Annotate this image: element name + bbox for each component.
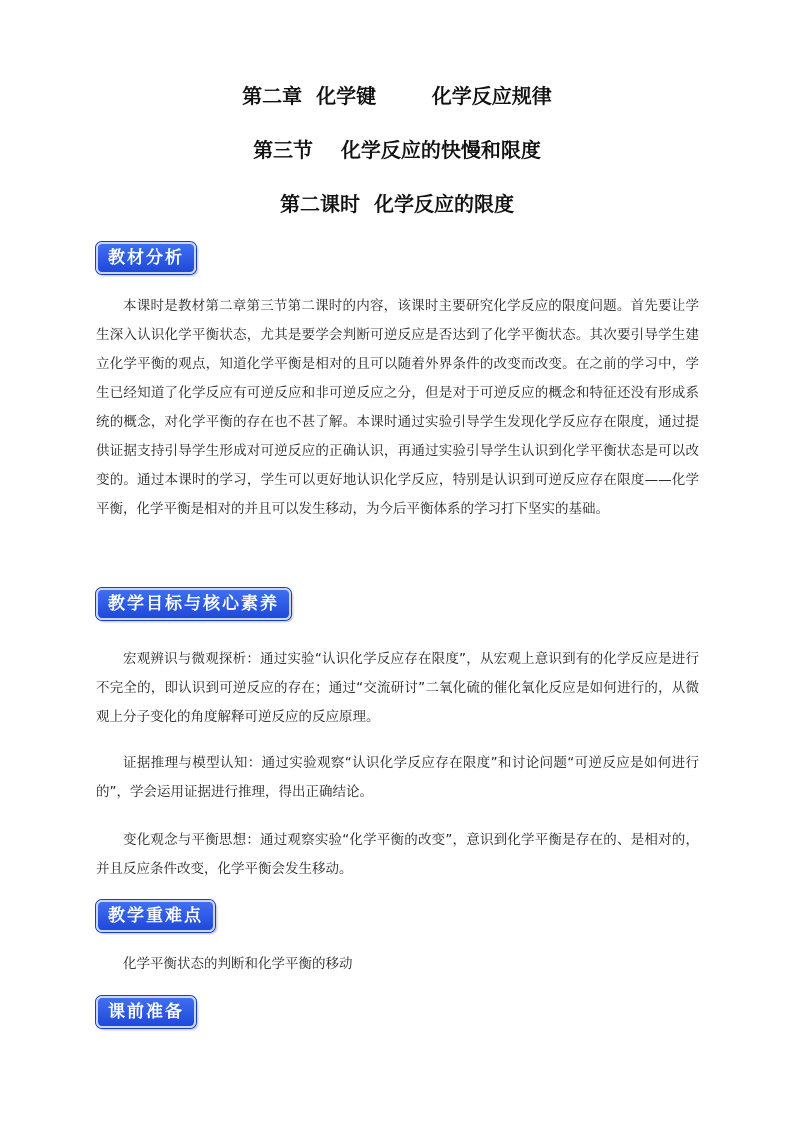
goal-item-evidence-model: 证据推理与模型认知：通过实验观察“认识化学反应存在限度”和讨论问题“可逆反应是如何进行的”，学会运用证据进行推理，得出正确结论。	[96, 755, 699, 800]
section-badge-analysis: 教材分析	[96, 242, 196, 274]
section-badge-preparation: 课前准备	[96, 996, 196, 1028]
chapter-title: 第二章 化学键 化学反应规律	[242, 84, 552, 108]
goal-item-change-balance: 变化观念与平衡思想：通过观察实验“化学平衡的改变”，意识到化学平衡是存在的、是相对的，并且反应条件改变，化学平衡会发生移动。	[96, 832, 699, 877]
analysis-paragraph: 本课时是教材第二章第三节第二课时的内容，该课时主要研究化学反应的限度问题。首先要让学生深入认识化学平衡状态，尤其是要学会判断可逆反应是否达到了化学平衡状态。其次要引导学生建立化学平衡的观点，知道化学平衡是相对的且可以随着外界条件的改变而改变。在之前的学习中，学生已经知道了化学反应有可逆反应和非可逆反应之分，但是对于可逆反应的概念和特征还没有形成系统的概念，对化学平衡的存在也不甚了解。本课时通过实验引导学生发现化学反应存在限度，通过提供证据支持引导学生形成对可逆反应的正确认识，再通过实验引导学生认识到化学平衡状态是可以改变的。通过本课时的学习，学生可以更好地认识化学反应，特别是认识到可逆反应存在限度——化学平衡，化学平衡是相对的并且可以发生移动，为今后平衡体系的学习打下坚实的基础。	[96, 298, 699, 517]
section-title: 第三节 化学反应的快慢和限度	[253, 138, 541, 162]
lesson-title: 第二课时 化学反应的限度	[280, 192, 514, 216]
section-badge-goals: 教学目标与核心素养	[96, 588, 291, 620]
section-badge-key-points: 教学重难点	[96, 900, 215, 932]
goal-item-macro-micro: 宏观辨识与微观探析：通过实验“认识化学反应存在限度”，从宏观上意识到有的化学反应是进行不完全的，即认识到可逆反应的存在；通过“交流研讨”二氧化硫的催化氧化反应是如何进行的，从微观上分子变化的角度解释可逆反应的反应原理。	[96, 651, 699, 725]
key-points-text: 化学平衡状态的判断和化学平衡的移动	[123, 956, 353, 972]
